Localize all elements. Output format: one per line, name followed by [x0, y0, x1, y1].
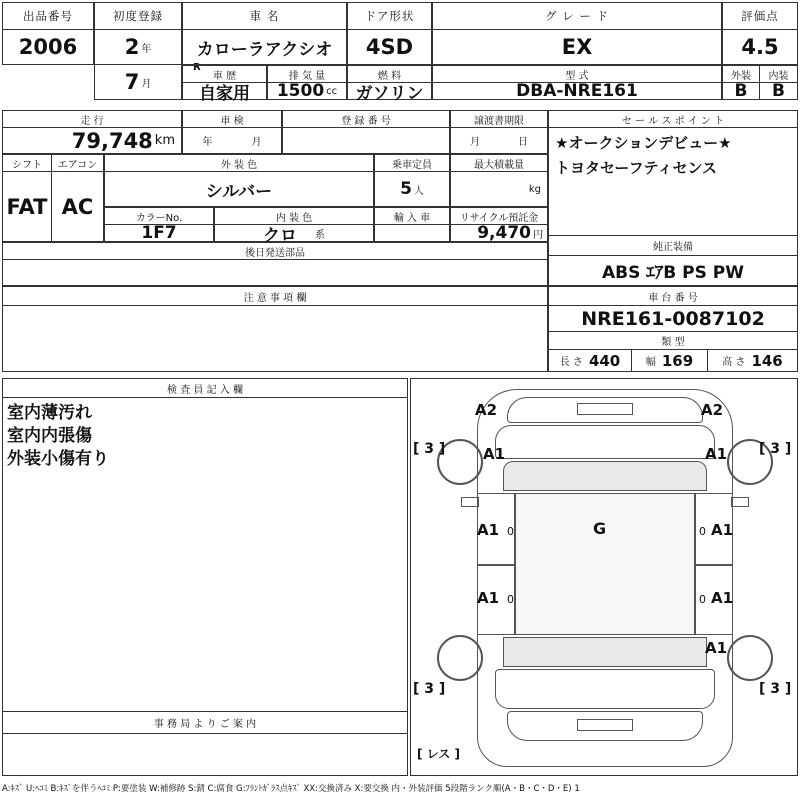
transfer-label: 譲渡書期限 — [474, 115, 524, 127]
marker-zero-left-front: 0 — [507, 525, 514, 538]
rear-right-wheel — [727, 635, 773, 681]
right-mirror — [731, 497, 749, 507]
first-reg-era: R — [193, 62, 201, 73]
seats-label: 乗車定員 — [392, 159, 432, 171]
history-label: 車 歴 — [212, 70, 237, 82]
height-cell — [708, 350, 798, 372]
model-code-label: 型 式 — [565, 70, 589, 82]
hood — [495, 425, 715, 459]
height-label: 高 さ — [722, 357, 746, 368]
car-name-value: カローラアクシオ — [196, 39, 333, 60]
exterior-rating-label: 外装 — [731, 70, 751, 82]
marker-zero-right-front: 0 — [699, 525, 706, 538]
transfer-value-cell — [450, 128, 548, 154]
type-label: 類 型 — [661, 337, 685, 348]
model-code-value: DBA-NRE161 — [516, 81, 638, 101]
office-label-cell — [2, 712, 408, 734]
rating-value-cell — [722, 30, 798, 65]
mileage-unit: km — [154, 133, 175, 148]
sales-point-label: セ ー ル ス ポ イ ン ト — [621, 115, 725, 127]
width-label: 幅 — [645, 357, 656, 368]
history-value: 自家用 — [199, 83, 250, 104]
office-label: 事 務 局 よ り ご 案 内 — [153, 719, 257, 730]
recycle-value: 9,470 — [477, 223, 531, 243]
transfer-label-cell — [450, 110, 548, 128]
first-reg-month-unit: 月 — [141, 78, 152, 90]
later-parts-value-cell — [2, 260, 548, 286]
length-cell — [548, 350, 632, 372]
lot-number-label-cell — [2, 2, 94, 30]
aircon-label: エアコン — [57, 159, 98, 171]
displacement-label: 排 気 量 — [288, 70, 326, 82]
car-name-label: 車 名 — [249, 9, 280, 23]
interior-color-suffix: 系 — [315, 229, 325, 241]
shift-label-cell — [2, 154, 52, 172]
interior-color-value-cell — [214, 225, 374, 246]
exterior-rating-value-cell — [722, 83, 760, 100]
genuine-equip-value-cell — [548, 256, 798, 286]
interior-color-value: クロ — [263, 225, 297, 246]
later-parts-label: 後日発送部品 — [245, 247, 305, 259]
first-reg-month: 7 — [124, 70, 140, 94]
car-name-value-cell — [182, 30, 347, 65]
mark-a1-door-rear-right: A1 — [711, 589, 734, 607]
chassis-label: 車 台 番 号 — [648, 292, 698, 304]
later-parts-label-cell — [2, 242, 548, 260]
vehicle-damage-diagram — [410, 378, 798, 776]
interior-rating-label: 内装 — [768, 70, 789, 82]
rear-plate — [577, 719, 633, 731]
lot-number-label: 出品番号 — [23, 9, 73, 23]
mark-a1-door-rear-left: A1 — [477, 589, 500, 607]
sales-point-line-2: トヨタセーフティセンス — [555, 159, 718, 177]
marker-zero-left-rear: 0 — [507, 593, 514, 606]
length-value: 440 — [588, 351, 621, 370]
exterior-color-value-cell — [104, 172, 374, 207]
door-label: ドア形状 — [364, 9, 415, 23]
recycle-label: リサイクル預託金 — [459, 212, 539, 224]
marker-zero-right-rear: 0 — [699, 593, 706, 606]
grade-value: EX — [561, 35, 593, 59]
exterior-color-value: シルバー — [205, 181, 273, 202]
left-mirror — [461, 497, 479, 507]
caution-label: 注 意 事 項 欄 — [243, 292, 307, 304]
bracket-rear-left: [ 3 ] — [413, 681, 446, 697]
exterior-color-label-cell — [104, 154, 374, 172]
interior-color-label: 内 装 色 — [275, 212, 313, 224]
mileage-label: 走 行 — [80, 115, 104, 127]
seats-unit: 人 — [413, 185, 424, 197]
legend-text: A:ｷｽﾞ U:ﾍｺﾐ B:ｷｽﾞを伴うﾍｺﾐ P:要塗装 W:補修跡 S:錆 C:腐食 G:ﾌﾗﾝﾄｶﾞﾗｽ点ｷｽﾞ XX:交換済み X:要交換 内・外装評価 5段階ランク順(A・B・C・D・E) 1 — [2, 784, 580, 794]
mark-a1-front-right: A1 — [705, 445, 728, 463]
exterior-rating-value: B — [734, 81, 748, 101]
inspection-year-unit: 年 — [202, 137, 213, 148]
model-code-value-cell — [432, 83, 722, 100]
import-label: 輸 入 車 — [393, 212, 431, 224]
aircon-label-cell — [52, 154, 104, 172]
inspector-note-2: 室内内張傷 — [7, 425, 92, 446]
mileage-value-cell — [2, 128, 182, 154]
grade-value-cell — [432, 30, 722, 65]
mark-a1-door-front-left: A1 — [477, 521, 500, 539]
reg-number-label: 登 録 番 号 — [341, 115, 391, 127]
roof — [515, 493, 695, 635]
color-no-value: 1F7 — [141, 223, 177, 243]
mark-a1-rear-right: A1 — [705, 639, 728, 657]
type-label-cell — [548, 332, 798, 350]
color-no-label: カラーNo. — [135, 212, 183, 224]
width-cell — [632, 350, 708, 372]
seats-label-cell — [374, 154, 450, 172]
sales-point-value-cell — [548, 128, 798, 236]
shift-value-cell — [2, 172, 52, 242]
max-load-value-cell — [450, 172, 548, 207]
chassis-label-cell — [548, 286, 798, 306]
first-reg-year-cell — [94, 30, 201, 73]
color-no-value-cell — [104, 225, 214, 242]
first-reg-month-cell — [94, 65, 182, 100]
inspector-label: 検 査 員 記 入 欄 — [167, 384, 243, 396]
fuel-label: 燃 料 — [377, 70, 402, 82]
sales-point-label-cell — [548, 110, 798, 128]
inspector-note-1: 室内薄汚れ — [7, 403, 92, 423]
width-value: 169 — [661, 351, 694, 370]
recycle-value-cell — [450, 225, 548, 242]
front-plate — [577, 403, 633, 415]
seats-value: 5 — [400, 179, 412, 199]
door-label-cell — [347, 2, 432, 30]
height-value: 146 — [751, 351, 783, 370]
displacement-value: 1500 — [276, 81, 325, 101]
bracket-rear-right: [ 3 ] — [759, 681, 792, 697]
fuel-value: ガソリン — [355, 83, 424, 104]
exterior-color-label: 外 装 色 — [220, 159, 258, 171]
length-label: 長 さ — [559, 357, 583, 368]
interior-rating-value-cell — [760, 83, 798, 100]
car-name-label-cell — [182, 2, 347, 30]
rear-left-wheel — [437, 635, 483, 681]
shift-label: シフト — [12, 159, 42, 171]
inspection-value-cell — [182, 128, 282, 154]
office-value-cell — [2, 734, 408, 776]
genuine-equip-label: 純正装備 — [653, 242, 693, 253]
first-reg-year: 2 — [124, 35, 140, 59]
reg-number-value-cell — [282, 128, 450, 154]
bracket-front-left: [ 3 ] — [413, 441, 446, 457]
displacement-unit: cc — [326, 85, 338, 97]
spare-tire-label: [ レス ] — [417, 747, 460, 761]
grade-label: グ レ ー ド — [545, 9, 609, 23]
chassis-value: NRE161-0087102 — [581, 307, 765, 330]
lot-number-value-cell — [2, 30, 94, 65]
inspection-label: 車 検 — [220, 115, 244, 127]
aircon-value: AC — [61, 194, 94, 219]
seats-value-cell — [374, 172, 450, 207]
max-load-label: 最大積載量 — [474, 159, 524, 171]
max-load-unit: kg — [528, 183, 541, 195]
first-reg-label-cell — [94, 2, 182, 30]
interior-rating-value: B — [772, 81, 785, 101]
mark-glass-g: G — [593, 519, 607, 538]
mark-a2-right: A2 — [701, 401, 724, 419]
mark-a2-left: A2 — [475, 401, 498, 419]
mileage-label-cell — [2, 110, 182, 128]
chassis-value-cell — [548, 306, 798, 332]
rating-value: 4.5 — [741, 35, 779, 59]
displacement-value-cell — [267, 83, 347, 100]
mileage-value: 79,748 — [71, 128, 153, 153]
max-load-label-cell — [450, 154, 548, 172]
trunk — [495, 669, 715, 709]
aircon-value-cell — [52, 172, 104, 242]
fuel-value-cell — [347, 83, 432, 104]
windshield — [503, 461, 707, 491]
recycle-unit: 円 — [533, 229, 543, 241]
lot-number-value: 2006 — [18, 35, 78, 59]
door-value-cell — [347, 30, 432, 65]
shift-value: FAT — [6, 194, 48, 219]
sales-point-line-1: ★オークションデビュー★ — [555, 134, 732, 152]
caution-label-cell — [2, 286, 548, 306]
transfer-month-unit: 月 — [470, 137, 480, 148]
first-reg-year-unit: 年 — [141, 43, 152, 55]
inspection-label-cell — [182, 110, 282, 128]
genuine-equip-label-cell — [548, 236, 798, 256]
history-value-cell — [182, 83, 267, 104]
inspector-notes-cell — [2, 398, 408, 712]
rear-window — [503, 637, 707, 667]
reg-number-label-cell — [282, 110, 450, 128]
import-label-cell — [374, 207, 450, 225]
import-value-cell — [374, 225, 450, 242]
mark-a1-front-left: A1 — [483, 445, 506, 463]
rating-label: 評価点 — [741, 9, 779, 23]
inspector-note-3: 外装小傷有り — [7, 448, 109, 469]
rating-label-cell — [722, 2, 798, 30]
grade-label-cell — [432, 2, 722, 30]
first-reg-label: 初度登録 — [113, 9, 163, 23]
transfer-day-unit: 日 — [518, 137, 528, 148]
caution-value-cell — [2, 306, 548, 372]
mark-a1-door-front-right: A1 — [711, 521, 734, 539]
inspection-month-unit: 月 — [251, 137, 262, 148]
genuine-equip-value: ABS ｴｱB PS PW — [602, 263, 744, 283]
bracket-front-right: [ 3 ] — [759, 441, 792, 457]
door-value: 4SD — [365, 35, 414, 59]
inspector-label-cell — [2, 378, 408, 398]
